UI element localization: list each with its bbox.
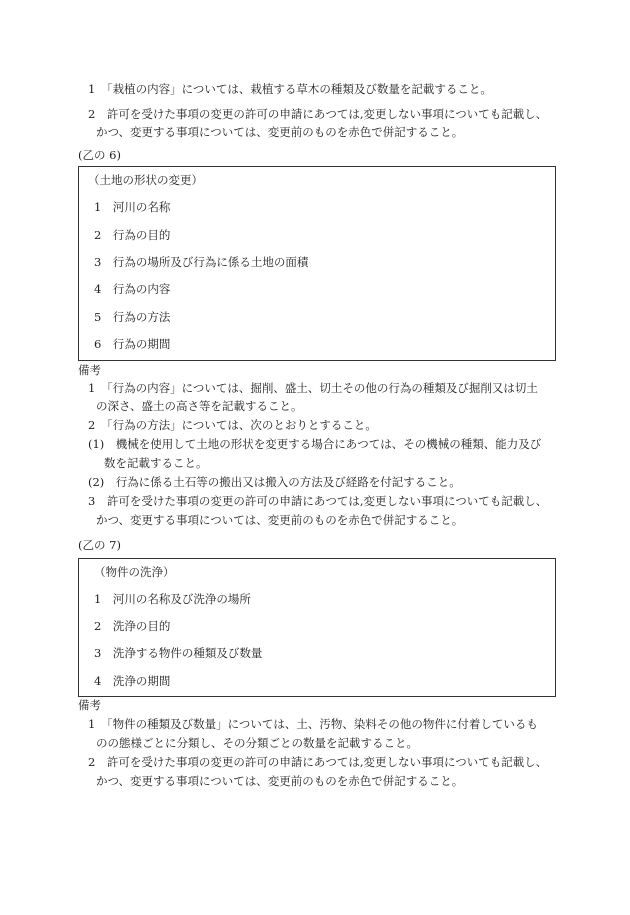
section-label: (乙の 6)	[78, 148, 121, 162]
remark-line: 1 「行為の内容」については、掘削、盛土、切土その他の行為の種類及び掘削又は切土	[88, 381, 538, 395]
form-item: 3 洗浄する物件の種類及び数量	[94, 646, 263, 660]
remark-line: 数を記載すること。	[104, 456, 208, 470]
form-item: 2 洗浄の目的	[94, 619, 171, 633]
remark-line: の深さ、盛土の高さ等を記載すること。	[96, 399, 303, 413]
form-item: 6 行為の期間	[94, 337, 171, 351]
box-title: （物件の洗浄）	[94, 565, 175, 579]
note-line: 2 許可を受けた事項の変更の許可の申請にあつては,変更しない事項についても記載し、	[88, 107, 548, 121]
remark-line: 1 「物件の種類及び数量」については、土、汚物、染料その他の物件に付着しているも	[88, 717, 538, 731]
remark-line: 2 「行為の方法」については、次のとおりとすること。	[88, 418, 377, 432]
remark-line: かつ、変更する事項については、変更前のものを赤色で併記すること。	[96, 513, 464, 527]
remark-line: (1) 機械を使用して土地の形状を変更する場合にあつては、その機械の種類、能力及び	[88, 437, 542, 451]
remark-line: かつ、変更する事項については、変更前のものを赤色で併記すること。	[96, 774, 464, 788]
form-item: 4 洗浄の期間	[94, 674, 171, 688]
remark-line: 2 許可を受けた事項の変更の許可の申請にあつては,変更しない事項についても記載し、	[88, 755, 548, 769]
remark-line: 3 許可を受けた事項の変更の許可の申請にあつては,変更しない事項についても記載し、	[88, 494, 548, 508]
box-title: （土地の形状の変更）	[88, 173, 203, 187]
remarks-label: 備考	[78, 698, 101, 712]
form-item: 5 行為の方法	[94, 310, 171, 324]
section-label: (乙の 7)	[78, 538, 121, 552]
form-item: 2 行為の目的	[94, 228, 171, 242]
remark-line: (2) 行為に係る土石等の搬出又は搬入の方法及び経路を付記すること。	[88, 475, 461, 489]
form-item: 3 行為の場所及び行為に係る土地の面積	[94, 255, 309, 269]
note-line: かつ、変更する事項については、変更前のものを赤色で併記すること。	[96, 125, 464, 139]
remark-line: のの態様ごとに分類し、その分類ごとの数量を記載すること。	[96, 736, 418, 750]
form-item: 1 河川の名称及び洗浄の場所	[94, 592, 251, 606]
note-line: 1 「栽植の内容」については、栽植する草木の種類及び数量を記載すること。	[88, 82, 492, 96]
form-item: 4 行為の内容	[94, 282, 171, 296]
remarks-label: 備考	[78, 363, 101, 377]
form-item: 1 河川の名称	[94, 200, 171, 214]
